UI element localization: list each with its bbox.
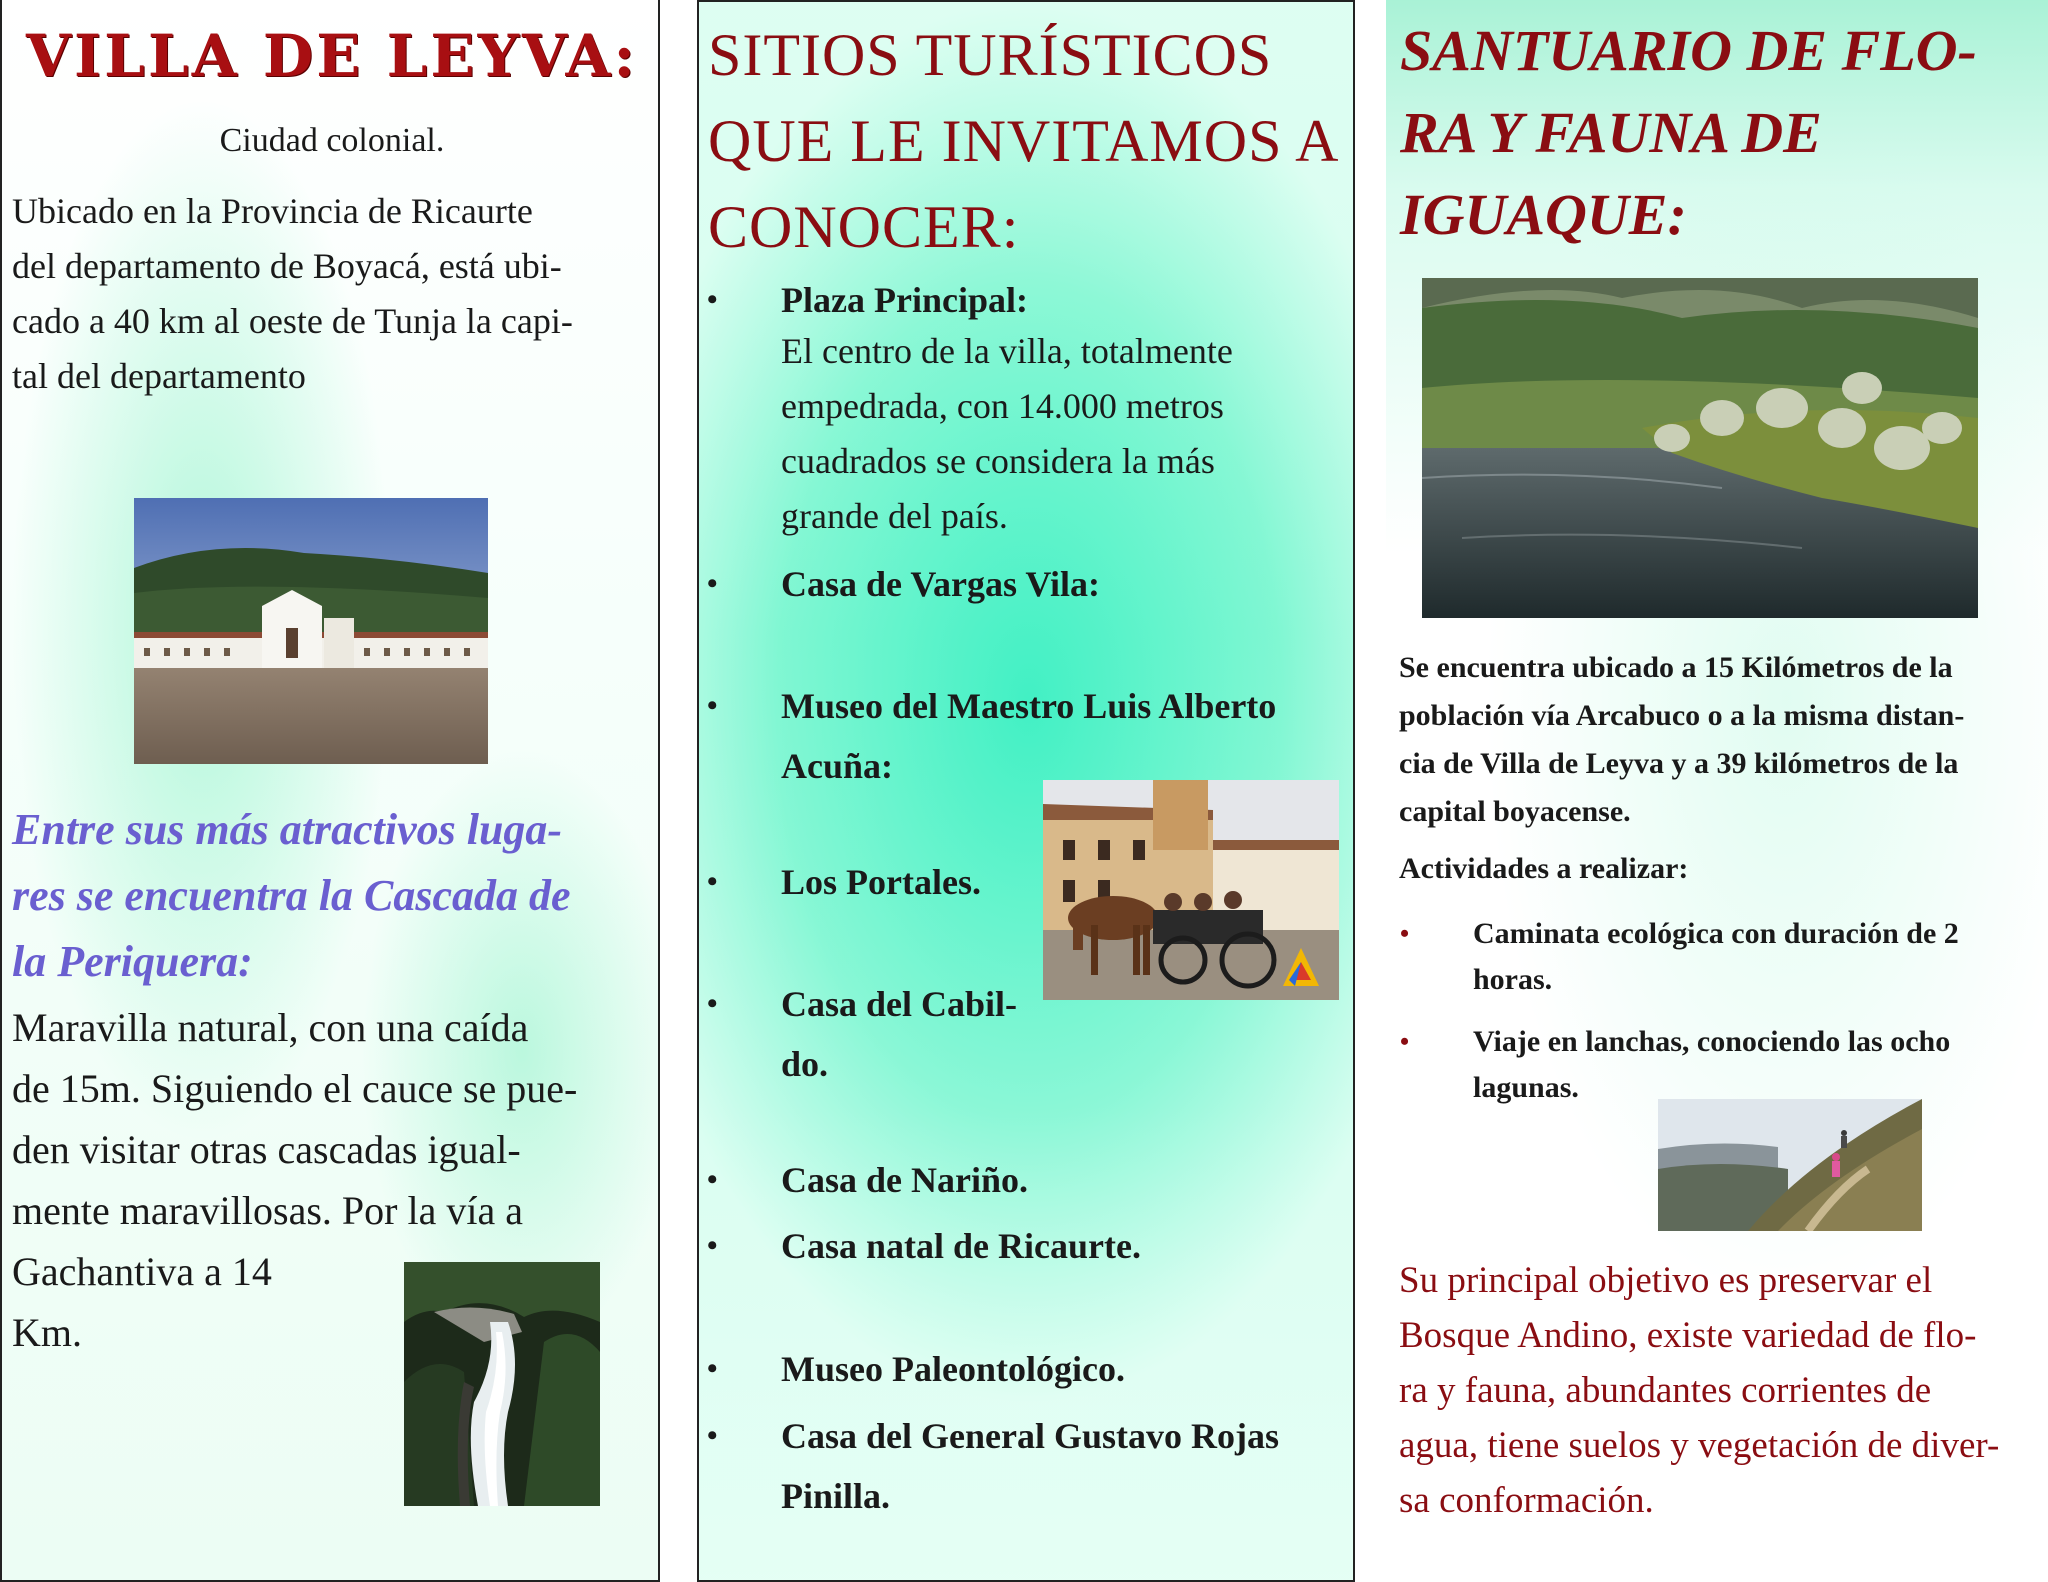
cascada-la-periquera-photo bbox=[404, 1262, 600, 1506]
activity-label-line: Viaje en lanchas, conociendo las ocho bbox=[1473, 1025, 1951, 1058]
site-label-line: Casa del Cabil- bbox=[781, 984, 1018, 1024]
activity-label-line: horas. bbox=[1473, 963, 1553, 996]
bullet: • bbox=[707, 865, 718, 898]
location-line: población vía Arcabuco o a la misma distan- bbox=[1399, 699, 1965, 732]
description-line: de 15m. Siguiendo el cauce se pue- bbox=[12, 1066, 578, 1111]
panel1-subtitle: Ciudad colonial. bbox=[219, 122, 445, 159]
description-line: Km. bbox=[12, 1310, 82, 1355]
panel1-intro bbox=[12, 184, 652, 404]
panel3-objective bbox=[1399, 1253, 2035, 1528]
plaza-principal-description bbox=[781, 324, 1341, 544]
horse-carriage-photo bbox=[1043, 780, 1339, 1000]
bullet: • bbox=[707, 689, 718, 722]
intro-line: tal del departamento bbox=[12, 356, 306, 396]
location-line: cia de Villa de Leyva y a 39 kilómetros de la bbox=[1399, 747, 1959, 780]
panel1-attractions bbox=[12, 797, 652, 995]
panel3-location bbox=[1399, 644, 2035, 836]
panel-santuario-iguaque bbox=[1386, 0, 2048, 1582]
bullet: • bbox=[707, 987, 718, 1020]
bullet: • bbox=[707, 1352, 718, 1385]
villa-de-leyva-church-photo bbox=[134, 498, 488, 764]
site-label-line: Acuña: bbox=[781, 746, 894, 786]
site-label-line: Museo del Maestro Luis Alberto bbox=[781, 686, 1277, 726]
panel-sitios-turisticos bbox=[697, 0, 1355, 1582]
attractions-line: res se encuentra la Cascada de bbox=[12, 871, 571, 920]
plaza-description-line: cuadrados se considera la más bbox=[781, 441, 1215, 481]
site-label-line: do. bbox=[781, 1044, 829, 1084]
attractions-line: Entre sus más atractivos luga- bbox=[12, 805, 563, 854]
location-line: Se encuentra ubicado a 15 Kilómetros de la bbox=[1399, 651, 1953, 684]
site-label: Museo Paleontológico. bbox=[781, 1349, 1125, 1389]
bullet: • bbox=[707, 1163, 718, 1196]
activity-label bbox=[1473, 1019, 2033, 1111]
plaza-description-line: El centro de la villa, totalmente bbox=[781, 331, 1233, 371]
intro-line: cado a 40 km al oeste de Tunja la capi- bbox=[12, 301, 573, 341]
description-line: Gachantiva a 14 bbox=[12, 1249, 272, 1294]
description-line: Maravilla natural, con una caída bbox=[12, 1005, 529, 1050]
site-label bbox=[781, 676, 1276, 796]
panel3-title-line: IGUAQUE: bbox=[1400, 182, 1687, 247]
plaza-description-line: grande del país. bbox=[781, 496, 1008, 536]
site-label: Casa de Nariño. bbox=[781, 1160, 1029, 1200]
bullet: • bbox=[1400, 919, 1410, 948]
intro-line: del departamento de Boyacá, está ubi- bbox=[12, 246, 562, 286]
bullet: • bbox=[707, 1419, 718, 1452]
bullet: • bbox=[1400, 1027, 1410, 1056]
site-label-line: Casa del General Gustavo Rojas bbox=[781, 1416, 1279, 1456]
activity-label-line: lagunas. bbox=[1473, 1071, 1579, 1104]
description-line: den visitar otras cascadas igual- bbox=[12, 1127, 521, 1172]
panel2-title bbox=[708, 12, 1348, 270]
objective-line: Su principal objetivo es preservar el bbox=[1399, 1260, 1933, 1301]
bullet: • bbox=[707, 283, 718, 316]
panel2-title-line: CONOCER: bbox=[708, 194, 1020, 260]
activities-heading: Actividades a realizar: bbox=[1399, 852, 1689, 885]
objective-line: Bosque Andino, existe variedad de flo- bbox=[1399, 1315, 1977, 1356]
bullet: • bbox=[707, 1229, 718, 1262]
panel-villa-de-leyva bbox=[0, 0, 660, 1582]
objective-line: sa conformación. bbox=[1399, 1480, 1654, 1521]
site-label bbox=[781, 974, 1017, 1094]
site-label: Plaza Principal: bbox=[781, 280, 1028, 320]
objective-line: agua, tiene suelos y vegetación de diver- bbox=[1399, 1425, 2000, 1466]
iguaque-lagoon-photo bbox=[1422, 278, 1978, 618]
site-label-line: Pinilla. bbox=[781, 1476, 891, 1516]
plaza-description-line: empedrada, con 14.000 metros bbox=[781, 386, 1224, 426]
activity-label-line: Caminata ecológica con duración de 2 bbox=[1473, 917, 1959, 950]
hiking-trail-photo bbox=[1658, 1099, 1922, 1231]
panel3-title-line: RA Y FAUNA DE bbox=[1400, 100, 1822, 165]
location-line: capital boyacense. bbox=[1399, 795, 1631, 828]
intro-line: Ubicado en la Provincia de Ricaurte bbox=[12, 191, 533, 231]
panel2-title-line: QUE LE INVITAMOS A bbox=[708, 108, 1340, 174]
panel3-title-line: SANTUARIO DE FLO- bbox=[1400, 18, 1977, 83]
site-label bbox=[781, 1406, 1279, 1526]
bullet: • bbox=[707, 567, 718, 600]
panel3-title bbox=[1400, 10, 2040, 256]
panel1-title: VILLA DE LEYVA: bbox=[26, 22, 638, 90]
site-label: Casa de Vargas Vila: bbox=[781, 564, 1101, 604]
panel2-title-line: SITIOS TURÍSTICOS bbox=[708, 22, 1273, 88]
site-label: Casa natal de Ricaurte. bbox=[781, 1226, 1141, 1266]
description-line: mente maravillosas. Por la vía a bbox=[12, 1188, 523, 1233]
site-label: Los Portales. bbox=[781, 862, 981, 902]
activity-label bbox=[1473, 911, 2033, 1003]
attractions-line: la Periquera: bbox=[12, 937, 253, 986]
objective-line: ra y fauna, abundantes corrientes de bbox=[1399, 1370, 1932, 1411]
